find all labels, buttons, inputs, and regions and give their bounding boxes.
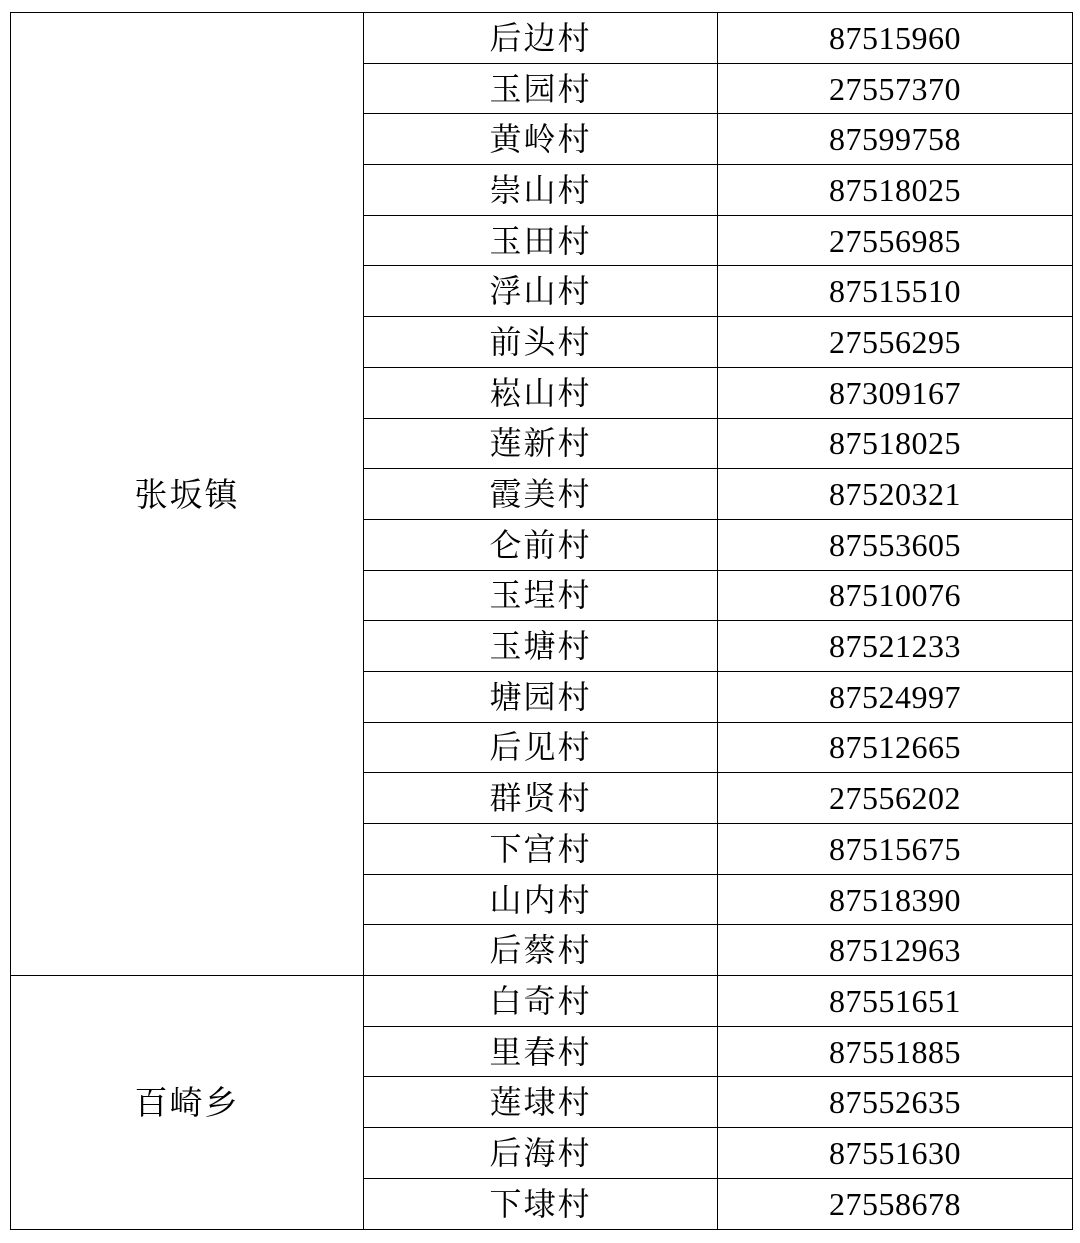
village-name-cell: 浮山村 [364,266,718,317]
phone-number-cell: 87551630 [718,1128,1073,1179]
phone-number-cell: 87518025 [718,418,1073,469]
phone-number-cell: 87521233 [718,621,1073,672]
village-name-cell: 后边村 [364,13,718,64]
village-name-cell: 莲新村 [364,418,718,469]
village-name-cell: 仑前村 [364,519,718,570]
town-name-cell: 张坂镇 [11,13,364,976]
village-name-cell: 霞美村 [364,469,718,520]
table-row [11,13,1073,64]
village-phone-table [10,12,1073,1230]
phone-number-cell: 27556202 [718,773,1073,824]
village-name-cell: 玉塘村 [364,621,718,672]
village-name-cell: 白奇村 [364,976,718,1027]
village-name-cell: 山内村 [364,874,718,925]
phone-number-cell: 27558678 [718,1178,1073,1229]
village-name-cell: 后见村 [364,722,718,773]
phone-number-cell: 87512963 [718,925,1073,976]
village-name-cell: 群贤村 [364,773,718,824]
phone-number-cell: 87599758 [718,114,1073,165]
phone-number-cell: 87510076 [718,570,1073,621]
phone-number-cell: 87515675 [718,824,1073,875]
phone-number-cell: 87515510 [718,266,1073,317]
village-name-cell: 黄岭村 [364,114,718,165]
village-name-cell: 崇山村 [364,165,718,216]
table-body [11,13,1073,1230]
village-name-cell: 塘园村 [364,671,718,722]
village-name-cell: 下宫村 [364,824,718,875]
phone-number-cell: 87552635 [718,1077,1073,1128]
village-name-cell: 里春村 [364,1026,718,1077]
phone-number-cell: 87524997 [718,671,1073,722]
phone-number-cell: 87518025 [718,165,1073,216]
phone-number-cell: 87512665 [718,722,1073,773]
phone-number-cell: 27556985 [718,215,1073,266]
village-name-cell: 下埭村 [364,1178,718,1229]
town-name-cell: 百崎乡 [11,976,364,1229]
phone-number-cell: 87551885 [718,1026,1073,1077]
phone-number-cell: 87553605 [718,519,1073,570]
table-row [11,976,1073,1027]
village-name-cell: 前头村 [364,317,718,368]
village-name-cell: 崧山村 [364,367,718,418]
phone-number-cell: 87551651 [718,976,1073,1027]
village-name-cell: 后蔡村 [364,925,718,976]
phone-number-cell: 27557370 [718,63,1073,114]
village-name-cell: 玉园村 [364,63,718,114]
phone-number-cell: 87309167 [718,367,1073,418]
village-name-cell: 玉埕村 [364,570,718,621]
phone-number-cell: 87520321 [718,469,1073,520]
phone-number-cell: 87518390 [718,874,1073,925]
village-name-cell: 后海村 [364,1128,718,1179]
village-name-cell: 莲埭村 [364,1077,718,1128]
phone-number-cell: 27556295 [718,317,1073,368]
village-name-cell: 玉田村 [364,215,718,266]
phone-number-cell: 87515960 [718,13,1073,64]
